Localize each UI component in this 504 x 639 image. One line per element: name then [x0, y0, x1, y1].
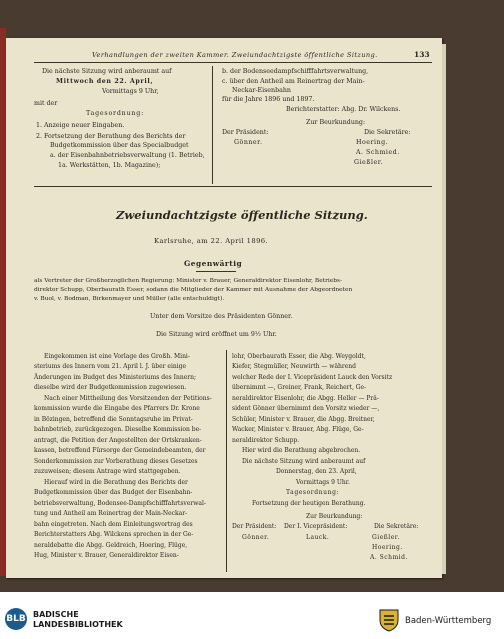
- president-name-top: Gönner.: [234, 139, 263, 146]
- secretary-1-bottom: Gießler.: [372, 534, 400, 541]
- agenda-item-1: 1. Anzeige neuer Eingaben.: [36, 122, 125, 129]
- running-title: Verhandlungen der zweiten Kammer. Zweiundachtzigste öffentliche Sitzung.: [92, 51, 378, 59]
- page-number: 133: [414, 50, 430, 59]
- body-left-line: in Bözingen, betreffend die Sonntagsruhe im Privat-: [34, 416, 193, 423]
- agenda-item-2c-cont: Neckar-Eisenbahn: [232, 87, 291, 94]
- certification-heading-bottom: Zur Beurkundung:: [306, 513, 363, 520]
- body-left-line: dieselbe wird der Budgetkommission zugewiesen.: [34, 384, 187, 391]
- present-line-1: als Vertreter der Großherzoglichen Regierung: Minister v. Brauer, Generaldirektor Eisenlohr, Betriebs-: [34, 278, 343, 284]
- column-divider-body: [226, 350, 227, 572]
- body-left-line: Sonderkommission zur Vorberathung dieses Gesetzes: [34, 458, 198, 465]
- body-left-line: bahn eingetreten. Nach dem Einleitungsvortrag des: [34, 521, 193, 528]
- with-the-line: mit der: [34, 100, 58, 107]
- body-right-line: Die nächste Sitzung wird anberaumt auf: [242, 458, 366, 465]
- document-page: [6, 38, 442, 578]
- present-line-2: direktor Schupp, Oberbaurath Esser, sodann die Mitglieder der Kammer mit Ausnahme der Abgeordneten: [34, 287, 353, 293]
- secretary-2-top: A. Schmied.: [356, 149, 400, 156]
- opening-line: Die Sitzung wird eröffnet um 9½ Uhr.: [156, 331, 277, 338]
- present-line-3: v. Buol, v. Bodman, Birkenmayer und Müller (alle entschuldigt).: [34, 296, 225, 302]
- body-right-line: Hier wird die Berathung abgebrochen.: [242, 447, 361, 454]
- body-left-line: Hierauf wird in die Berathung des Berichts der: [44, 479, 188, 486]
- agenda-item-2a-cont: 1a. Werkstätten, 1b. Magazine);: [58, 162, 161, 169]
- library-name-line1: BADISCHE: [33, 610, 79, 619]
- body-right-line: lohr, Oberbaurath Esser, die Abg. Weygoldt,: [232, 353, 366, 360]
- agenda-item-2b: b. der Bodenseedampfschifffahrtsverwaltung,: [222, 68, 369, 75]
- session-place-date: Karlsruhe, am 22. April 1896.: [154, 237, 269, 245]
- state-name: Baden-Württemberg: [405, 616, 492, 626]
- section-rule: [34, 186, 432, 187]
- library-name-line2: LANDESBIBLIOTHEK: [33, 620, 123, 629]
- secretaries-label-bottom: Die Sekretäre:: [374, 523, 419, 530]
- session-title: Zweiundachtzigste öffentliche Sitzung.: [116, 208, 368, 222]
- body-left-line: tung und Antheil am Reinertrag der Main-Neckar-: [34, 510, 188, 517]
- body-right-line: Vormittags 9 Uhr.: [296, 479, 350, 486]
- body-left-line: Budgetkommission über das Budget der Eisenbahn-: [34, 489, 193, 496]
- present-underline: [196, 271, 236, 272]
- body-left-line: Änderungen im Budget des Ministeriums des Innern;: [34, 374, 197, 381]
- body-right-line: sident Gönner übernimmt den Vorsitz wieder —,: [232, 405, 380, 412]
- agenda-item-2c: c. über den Antheil am Reinertrag der Main-: [222, 78, 365, 85]
- body-left-line: Hug, Minister v. Brauer, Generaldirektor Eisen-: [34, 552, 179, 559]
- body-left-line: kassen, betreffend Fürsorge der Gemeindebeamten, der: [34, 447, 206, 454]
- body-left-line: betriebsverwaltung, Bodensee-Dampfschifffahrtsverwal-: [34, 500, 206, 507]
- secretaries-label-top: Die Sekretäre:: [364, 129, 411, 136]
- body-left-line: Berichterstatters Abg. Wilckens sprechen in der Ge-: [34, 531, 194, 538]
- body-right-line: neraldirektor Schupp.: [232, 437, 300, 444]
- agenda-years: für die Jahre 1896 und 1897.: [222, 96, 315, 103]
- president-label-top: Der Präsident:: [222, 129, 269, 136]
- body-right-line: übernimmt —, Greiner, Frank, Reichert, Ge-: [232, 384, 367, 391]
- president-name-bottom: Gönner.: [242, 534, 270, 541]
- secretary-1-top: Hoering.: [356, 139, 389, 146]
- body-left-line: steriums des Innern vom 21. April l. J. über einige: [34, 363, 187, 370]
- rapporteur: Berichterstatter: Abg. Dr. Wilckens.: [286, 106, 401, 113]
- state-coat-of-arms-icon: [378, 608, 400, 632]
- vice-label-bottom: Der I. Vicepräsident:: [284, 523, 348, 530]
- next-session-date: Mittwoch den 22. April,: [56, 78, 154, 85]
- body-left-line: bahnbetrieb, zurückgezogen. Dieselbe Kommission be-: [34, 426, 202, 433]
- agenda-item-2a: a. der Eisenbahnbetriebsverwaltung (1. Betrieb,: [50, 152, 205, 159]
- body-left-line: antragt, die Petition der Angestellten der Ortskranken-: [34, 437, 202, 444]
- column-divider-top: [212, 66, 213, 184]
- body-right-line: welcher Rede der I. Vicepräsident Lauck den Vorsitz: [232, 374, 393, 381]
- certification-heading-top: Zur Beurkundung:: [306, 119, 366, 126]
- next-session-time: Vormittags 9 Uhr,: [102, 88, 159, 95]
- body-right-line: Tagesordnung:: [286, 489, 340, 496]
- agenda-item-2-cont: Budgetkommission über das Specialbudget: [50, 142, 189, 149]
- secretary-3-bottom: A. Schmid.: [370, 554, 408, 561]
- header-rule: [34, 62, 432, 63]
- body-left-line: Eingekommen ist eine Vorlage des Großh. Mini-: [44, 353, 190, 360]
- body-right-line: Schüler, Minister v. Brauer, die Abgg. Breitner,: [232, 416, 375, 423]
- vice-name-bottom: Lauck.: [306, 534, 330, 541]
- body-left-line: kommission wurde die Eingabe des Pfarrers Dr. Krone: [34, 405, 200, 412]
- secretary-3-top: Gießler.: [354, 159, 384, 166]
- body-right-line: neraldirektor Eisenlohr, die Abgg. Heller — Prä-: [232, 395, 379, 402]
- body-left-line: Nach einer Mittheilung des Vorsitzenden der Petitions-: [44, 395, 212, 402]
- agenda-heading: Tagesordnung:: [86, 110, 145, 117]
- body-right-line: Fortsetzung der heutigen Berathung.: [252, 500, 366, 507]
- president-label-bottom: Der Präsident:: [232, 523, 277, 530]
- body-right-line: Wacker, Minister v. Brauer, Abg. Flüge, Ge-: [232, 426, 364, 433]
- body-left-line: zuzuweisen; diesem Antrage wird stattgegeben.: [34, 468, 181, 475]
- body-right-line: Donnerstag, den 23. April,: [276, 468, 357, 475]
- body-right-line: Kiefer, Stegmüller, Neuwirth — während: [232, 363, 357, 370]
- next-session-line: Die nächste Sitzung wird anberaumt auf: [42, 68, 172, 75]
- library-logo-icon: BLB: [5, 608, 27, 630]
- agenda-item-2: 2. Fortsetzung der Berathung des Berichts der: [36, 133, 186, 140]
- secretary-2-bottom: Hoering.: [372, 544, 403, 551]
- body-left-line: neraldebatte die Abgg. Geldreich, Hoering, Flüge,: [34, 542, 188, 549]
- present-heading: Gegenwärtig: [184, 259, 243, 268]
- chair-line: Unter dem Vorsitze des Präsidenten Gönner.: [150, 313, 293, 320]
- page-edge: [442, 44, 446, 574]
